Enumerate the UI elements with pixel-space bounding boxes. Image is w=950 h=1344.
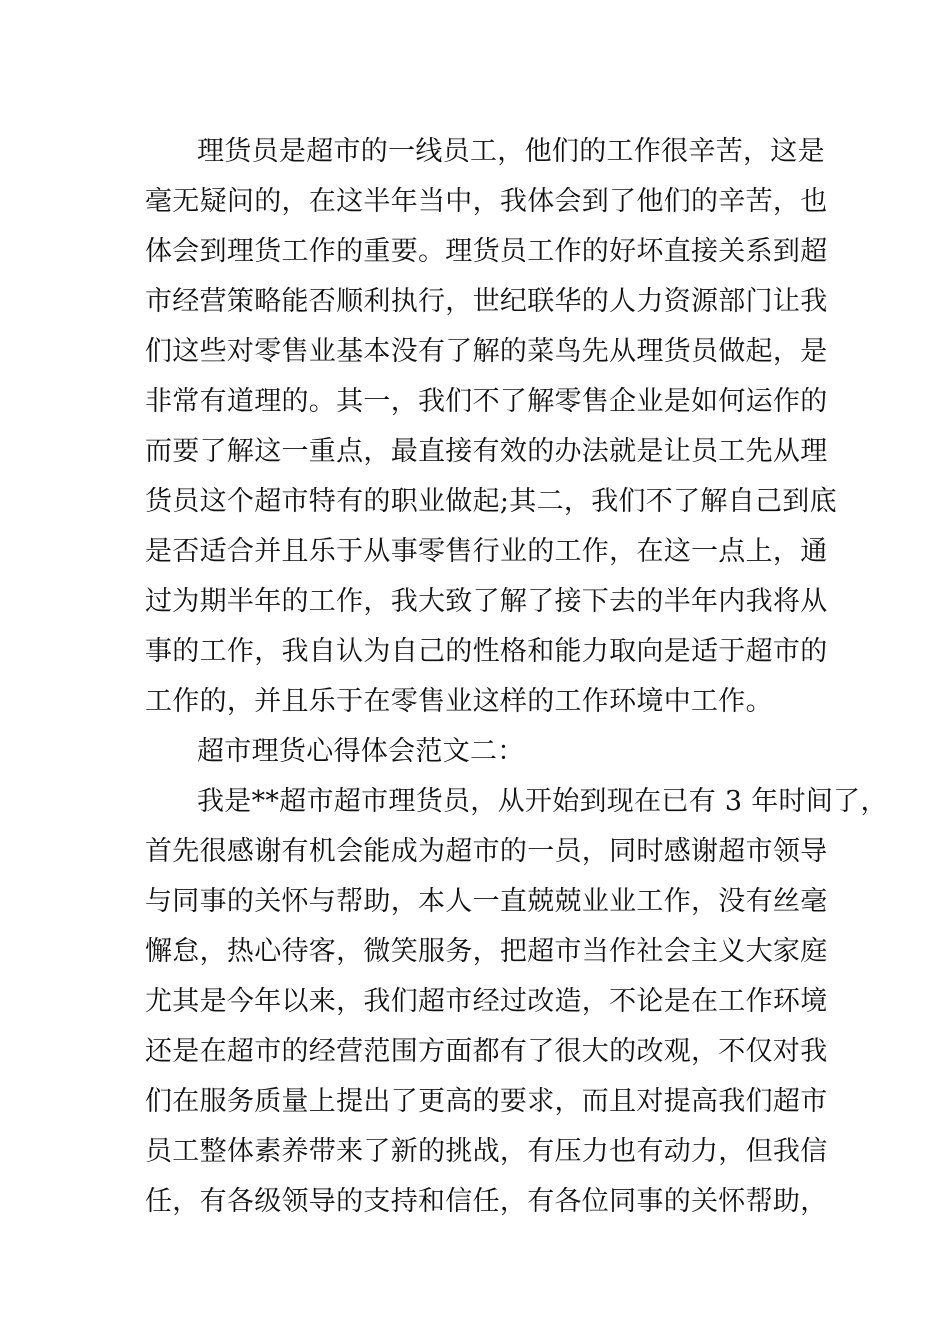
paragraph-1-line-8: 货员这个超市特有的职业做起;其二，我们不了解自己到底 [145, 486, 837, 517]
paragraph-2-line-8: 员工整体素养带来了新的挑战，有压力也有动力，但我信 [145, 1136, 828, 1167]
paragraph-1-line-2: 毫无疑问的，在这半年当中，我体会到了他们的辛苦，也 [145, 186, 828, 217]
paragraph-1-line-3: 体会到理货工作的重要。理货员工作的好坏直接关系到超 [145, 236, 828, 267]
paragraph-2-line-3: 与同事的关怀与帮助，本人一直兢兢业业工作，没有丝毫 [145, 886, 828, 917]
section-heading: 超市理货心得体会范文二： [197, 736, 525, 767]
paragraph-1-line-9: 是否适合并且乐于从事零售行业的工作，在这一点上，通 [145, 536, 828, 567]
paragraph-2-line-2: 首先很感谢有机会能成为超市的一员，同时感谢超市领导 [145, 836, 828, 867]
paragraph-2-line-9: 任，有各级领导的支持和信任，有各位同事的关怀帮助， [145, 1186, 828, 1217]
paragraph-1-line-7: 而要了解这一重点，最直接有效的办法就是让员工先从理 [145, 436, 828, 467]
paragraph-2-line-6: 还是在超市的经营范围方面都有了很大的改观，不仅对我 [145, 1036, 828, 1067]
paragraph-1-line-1: 理货员是超市的一线员工，他们的工作很辛苦，这是 [197, 136, 825, 167]
paragraph-1-line-11: 事的工作，我自认为自己的性格和能力取向是适于超市的 [145, 636, 828, 667]
paragraph-1-line-4: 市经营策略能否顺利执行，世纪联华的人力资源部门让我 [145, 286, 828, 317]
paragraph-1-line-6: 非常有道理的。其一，我们不了解零售企业是如何运作的 [145, 386, 828, 417]
paragraph-2-line-7: 们在服务质量上提出了更高的要求，而且对提高我们超市 [145, 1086, 828, 1117]
paragraph-1-line-5: 们这些对零售业基本没有了解的菜鸟先从理货员做起，是 [145, 336, 828, 367]
paragraph-2-line-1: 我是**超市超市理货员，从开始到现在已有 3 年时间了， [197, 786, 888, 817]
paragraph-1-line-12: 工作的，并且乐于在零售业这样的工作环境中工作。 [145, 686, 773, 717]
paragraph-2-line-5: 尤其是今年以来，我们超市经过改造，不论是在工作环境 [145, 986, 828, 1017]
paragraph-1-line-10: 过为期半年的工作，我大致了解了接下去的半年内我将从 [145, 586, 828, 617]
paragraph-2-line-4: 懈怠，热心待客，微笑服务，把超市当作社会主义大家庭 [145, 936, 828, 967]
